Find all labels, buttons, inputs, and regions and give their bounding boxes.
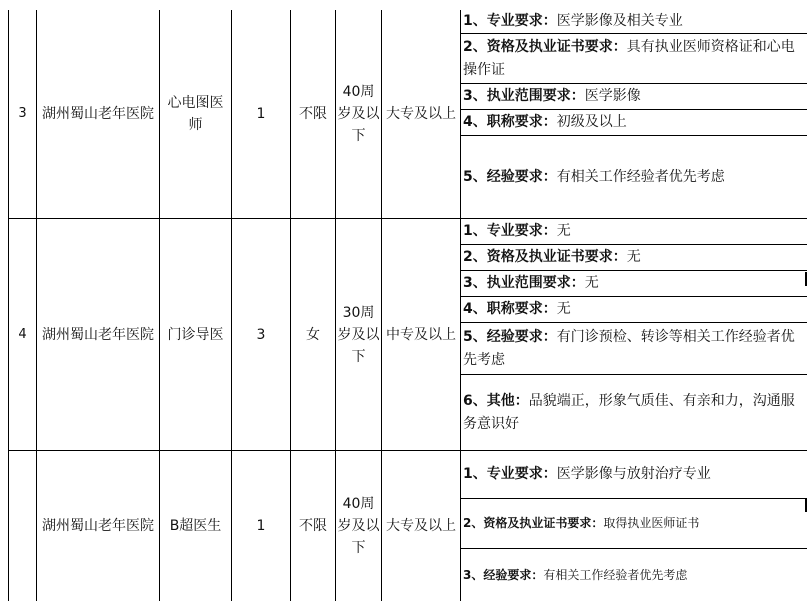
table-row	[8, 451, 807, 601]
org-name: 湖州蜀山老年医院	[36, 451, 159, 601]
requirement-item: 3、经验要求：有相关工作经验者优先考虑	[463, 567, 688, 582]
row-index	[8, 451, 36, 601]
table-row	[8, 219, 807, 450]
requirement-item: 3、执业范围要求：医学影像	[461, 84, 807, 110]
position-name: 心电图医师	[159, 10, 231, 218]
requirements	[460, 219, 807, 450]
requirement-item: 2、资格及执业证书要求：取得执业医师证书	[461, 499, 807, 549]
requirements	[460, 451, 807, 601]
education: 大专及以上	[381, 10, 460, 218]
education: 中专及以上	[381, 219, 460, 450]
age-limit: 40周岁及以下	[335, 10, 381, 218]
org-name: 湖州蜀山老年医院	[36, 219, 159, 450]
requirement-item: 5、经验要求：有相关工作经验者优先考虑	[463, 168, 725, 185]
age-limit: 30周岁及以下	[335, 219, 381, 450]
gender: 女	[290, 219, 335, 450]
requirement-item: 3、执业范围要求：无	[461, 271, 807, 297]
requirement-item: 5、经验要求：有门诊预检、转诊等相关工作经验者优先考虑	[461, 323, 807, 375]
position-name: 门诊导医	[159, 219, 231, 450]
position-name: B超医生	[159, 451, 231, 601]
gender: 不限	[290, 451, 335, 601]
requirement-item: 1、专业要求：无	[461, 219, 807, 245]
requirement-item: 6、其他：品貌端正，形象气质佳、有亲和力，沟通服务意识好	[463, 392, 795, 432]
headcount: 3	[231, 219, 290, 450]
headcount: 1	[231, 10, 290, 218]
gender: 不限	[290, 10, 335, 218]
recruitment-table	[8, 10, 807, 601]
org-name: 湖州蜀山老年医院	[36, 10, 159, 218]
requirement-item: 2、资格及执业证书要求：无	[461, 245, 807, 271]
requirement-item: 1、专业要求：医学影像与放射治疗专业	[461, 451, 807, 499]
age-limit: 40周岁及以下	[335, 451, 381, 601]
table-row	[8, 10, 807, 218]
requirement-item: 4、职称要求：初级及以上	[461, 110, 807, 136]
row-index: 4	[8, 219, 36, 450]
requirement-item: 4、职称要求：无	[461, 297, 807, 323]
education: 大专及以上	[381, 451, 460, 601]
headcount: 1	[231, 451, 290, 601]
row-index: 3	[8, 10, 36, 218]
requirements	[460, 10, 807, 218]
requirement-item: 2、资格及执业证书要求：具有执业医师资格证和心电操作证	[461, 34, 807, 84]
requirement-item: 1、专业要求：医学影像及相关专业	[461, 10, 807, 34]
